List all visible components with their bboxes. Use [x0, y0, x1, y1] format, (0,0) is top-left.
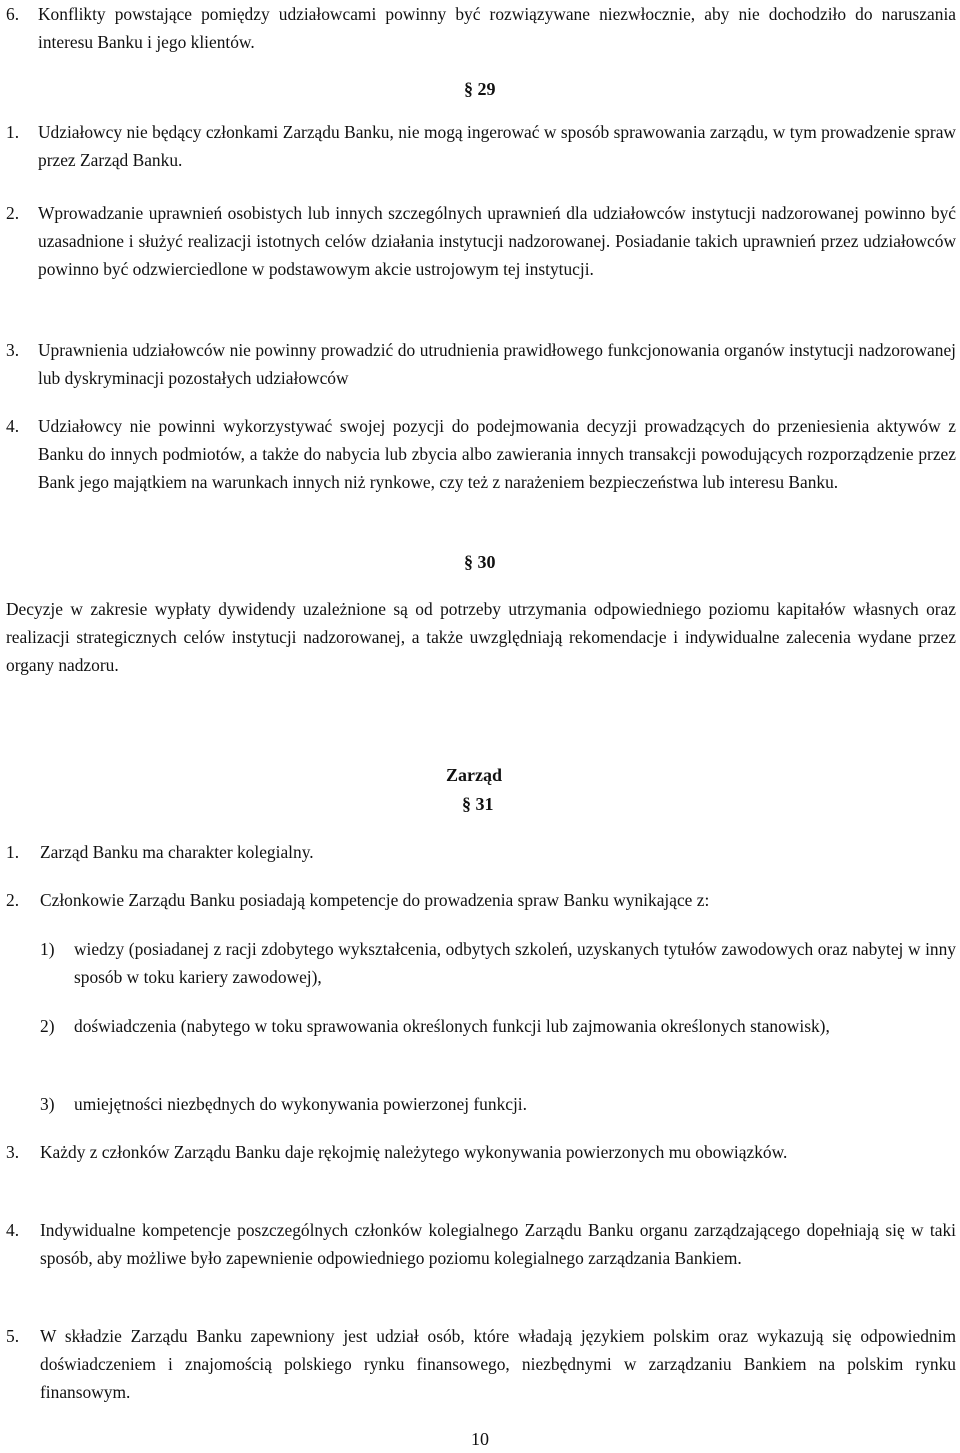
item-text: Każdy z członków Zarządu Banku daje rękojmię należytego wykonywania powierzonych mu obowiązków. — [40, 1142, 788, 1162]
item-text: W składzie Zarządu Banku zapewniony jest udział osób, które władają językiem polskim oraz wykazują się odpowiednim doświadczeniem i znajomością polskiego rynku finansowego, niezbędnymi w zarządzaniu Bankiem na polskim rynku finansowym. — [40, 1326, 956, 1402]
section-heading-29: § 29 — [464, 79, 496, 99]
item-text: Wprowadzanie uprawnień osobistych lub innych szczególnych uprawnień dla udziałowców instytucji nadzorowanej powinno być uzasadnione i służyć realizacji istotnych celów działania instytucji nadzorowanej. Posiadanie takich uprawnień przez udziałowców powinno być odzwierciedlone w podstawowym akcie ustrojowym tej instytucji. — [38, 203, 956, 279]
item-number: 4. — [6, 416, 20, 436]
paragraph-31-1 — [6, 838, 956, 866]
paragraph-31-5 — [6, 1322, 956, 1406]
item-number: 1. — [6, 122, 20, 142]
subitem-text: wiedzy (posiadanej z racji zdobytego wykształcenia, odbytych szkoleń, uzyskanych tytułów zawodowych oraz nabytej w inny sposób w toku kariery zawodowej), — [74, 939, 956, 987]
subitem-text: doświadczenia (nabytego w toku sprawowania określonych funkcji lub zajmowania określonych stanowisk), — [74, 1016, 830, 1036]
paragraph-31-4 — [6, 1216, 956, 1272]
section-heading-30: § 30 — [464, 552, 496, 572]
paragraph-29-1 — [6, 118, 956, 174]
item-text: Członkowie Zarządu Banku posiadają kompetencje do prowadzenia spraw Banku wynikające z: — [40, 890, 710, 910]
subitem-text: umiejętności niezbędnych do wykonywania powierzonej funkcji. — [74, 1094, 527, 1114]
chapter-heading-zarzad: Zarząd — [446, 765, 502, 785]
item-text: Udziałowcy nie powinni wykorzystywać swojej pozycji do podejmowania decyzji prowadzących do przeniesienia aktywów z Banku do innych podmiotów, a także do nabycia lub zbycia albo zawierania innych transakcji powodujących rozporządzenie przez Bank jego majątkiem na warunkach innych niż rynkowe, czy też z narażeniem bezpieczeństwa lub interesu Banku. — [38, 416, 956, 492]
paragraph-31-2 — [6, 886, 956, 914]
subitem-31-2-2 — [6, 1012, 956, 1040]
item-text: Udziałowcy nie będący członkami Zarządu Banku, nie mogą ingerować w sposób sprawowania zarządu, w tym prowadzenie spraw przez Zarząd Banku. — [38, 122, 956, 170]
item-number: 3. — [6, 1142, 20, 1162]
subitem-31-2-1 — [6, 935, 956, 991]
item-text: Zarząd Banku ma charakter kolegialny. — [40, 842, 314, 862]
section-heading-31: § 31 — [462, 794, 494, 814]
paragraph-29-3 — [6, 336, 956, 392]
subitem-number: 1) — [40, 939, 55, 959]
item-text: Uprawnienia udziałowców nie powinny prowadzić do utrudnienia prawidłowego funkcjonowania organów instytucji nadzorowanej lub dyskryminacji pozostałych udziałowców — [38, 340, 956, 388]
paragraph-29-2 — [6, 199, 956, 283]
paragraph-30: Decyzje w zakresie wypłaty dywidendy uzależnione są od potrzeby utrzymania odpowiedniego poziomu kapitałów własnych oraz realizacji strategicznych celów instytucji nadzorowanej, a także uwzględniają rekomendacje i indywidualne zalecenia wydane przez organy nadzoru. — [6, 599, 956, 675]
item-number: 5. — [6, 1326, 20, 1346]
item-text: Indywidualne kompetencje poszczególnych członków kolegialnego Zarządu Banku organu zarządzającego dopełniają się w taki sposób, aby możliwe było zapewnienie odpowiedniego poziomu kolegialnego zarządzania Bankiem. — [40, 1220, 956, 1268]
paragraph-29-4 — [6, 412, 956, 496]
item-text: Konflikty powstające pomiędzy udziałowcami powinny być rozwiązywane niezwłocznie, aby nie dochodziło do naruszania interesu Banku i jego klientów. — [38, 4, 956, 52]
page-number: 10 — [471, 1429, 489, 1449]
subitem-number: 2) — [40, 1016, 55, 1036]
item-number: 6. — [6, 4, 20, 24]
subitem-number: 3) — [40, 1094, 55, 1114]
item-number: 4. — [6, 1220, 20, 1240]
paragraph-28-6 — [6, 0, 956, 56]
item-number: 2. — [6, 890, 20, 910]
paragraph-31-3 — [6, 1138, 956, 1166]
item-number: 2. — [6, 203, 20, 223]
item-number: 3. — [6, 340, 20, 360]
subitem-31-2-3 — [6, 1090, 956, 1118]
item-number: 1. — [6, 842, 20, 862]
